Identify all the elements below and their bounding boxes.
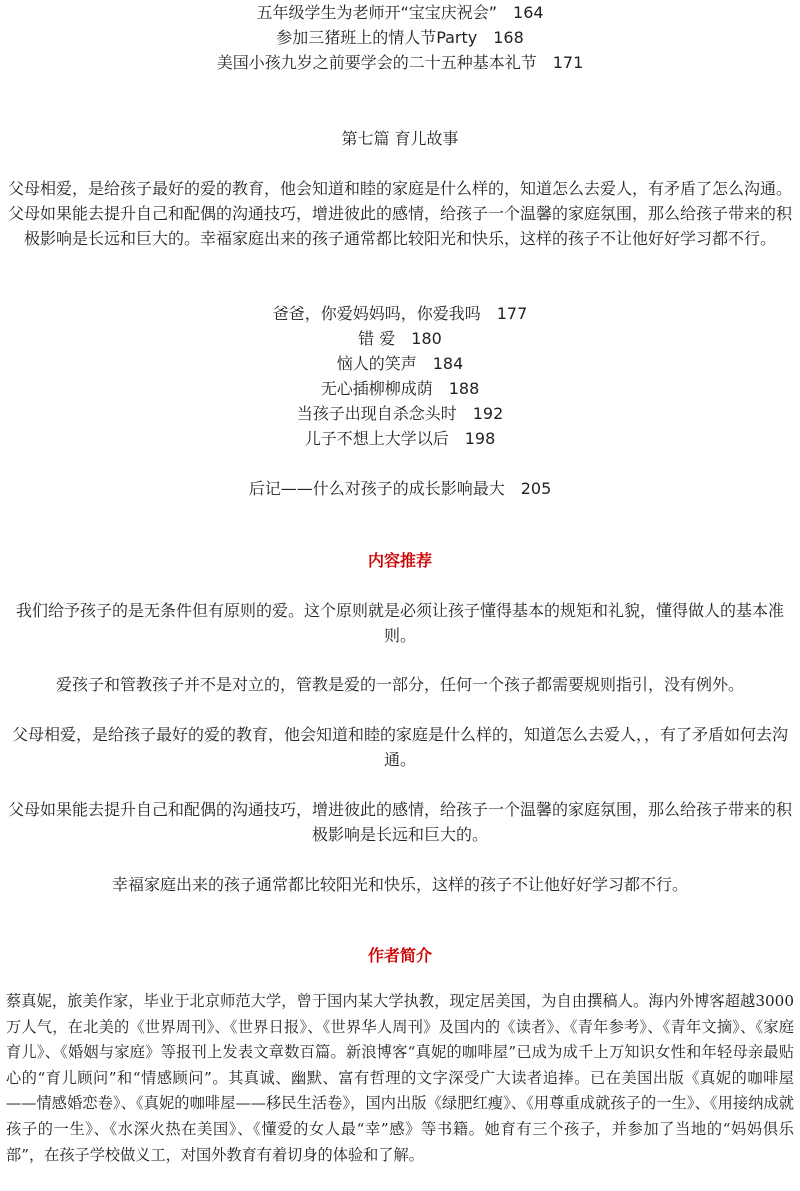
author-heading: 作者简介	[367, 946, 432, 965]
toc-continued	[0, 0, 800, 75]
recommend-paragraph: 我们给予孩子的是无条件但有原则的爱。这个原则就是必须让孩子懂得基本的规矩和礼貌，懂得做人的基本准则。	[15, 601, 784, 645]
toc-entry: 当孩子出现自杀念头时 192	[296, 404, 504, 423]
toc-entry: 儿子不想上大学以后 198	[304, 429, 496, 448]
recommend-paragraph: 幸福家庭出来的孩子通常都比较阳光和快乐，这样的孩子不让他好好学习都不行。	[111, 875, 688, 894]
toc-entry: 无心插柳柳成荫 188	[320, 379, 480, 398]
author-bio: 蔡真妮，旅美作家，毕业于北京师范大学，曾于国内某大学执教，现定居美国，为自由撰稿人。海内外博客超越3000万人气，在北美的《世界周刊》、《世界日报》、《世界华人周刊》及国内的《读者》、《青年参考》、《青年文摘》、《家庭育儿》、《婚姻与家庭》等报刊上发表文章数百篇。新浪博客“真妮的咖啡屋”已成为成千上万知识女性和年轻母亲最贴心的“育儿顾问”和“情感顾问”。其真诚、幽默、富有哲理的文字深受广大读者追捧。已在美国出版《真妮的咖啡屋——情感婚恋卷》、《真妮的咖啡屋——移民生活卷》，国内出版《绿肥红瘦》、《用尊重成就孩子的一生》、《用接纳成就孩子的一生》、《水深火热在美国》、《懂爱的女人最“幸”感》等书籍。她育有三个孩子，并参加了当地的“妈妈俱乐部”，在孩子学校做义工，对国外教育有着切身的体验和了解。	[6, 992, 794, 1164]
recommend-paragraph: 父母如果能去提升自己和配偶的沟通技巧，增进彼此的感情，给孩子一个温馨的家庭氛围，那么给孩子带来的积极影响是长远和巨大的。	[7, 800, 792, 844]
afterword-entry: 后记——什么对孩子的成长影响最大 205	[248, 479, 552, 498]
toc-entry: 美国小孩九岁之前要学会的二十五种基本礼节 171	[216, 53, 584, 72]
chapter-7-intro: 父母相爱，是给孩子最好的爱的教育，他会知道和睦的家庭是什么样的，知道怎么去爱人，有矛盾了怎么沟通。父母如果能去提升自己和配偶的沟通技巧，增进彼此的感情，给孩子一个温馨的家庭氛围，那么给孩子带来的积极影响是长远和巨大的。幸福家庭出来的孩子通常都比较阳光和快乐，这样的孩子不让他好好学习都不行。	[7, 179, 792, 248]
chapter-7-title: 第七篇 育儿故事	[341, 129, 459, 148]
recommend-paragraph: 爱孩子和管教孩子并不是对立的，管教是爱的一部分，任何一个孩子都需要规则指引，没有例外。	[55, 675, 744, 694]
toc-entry: 五年级学生为老师开“宝宝庆祝会” 164	[256, 3, 544, 22]
toc-entry: 参加三猪班上的情人节Party 168	[276, 28, 524, 47]
toc-entry: 爸爸，你爱妈妈吗，你爱我吗 177	[272, 304, 528, 323]
recommend-paragraph: 父母相爱，是给孩子最好的爱的教育，他会知道和睦的家庭是什么样的，知道怎么去爱人，，有了矛盾如何去沟通。	[11, 725, 788, 769]
chapter-7-toc	[0, 301, 800, 451]
toc-entry: 恼人的笑声 184	[336, 354, 464, 373]
toc-entry: 错 爱 180	[358, 329, 442, 348]
recommend-heading: 内容推荐	[367, 551, 432, 570]
